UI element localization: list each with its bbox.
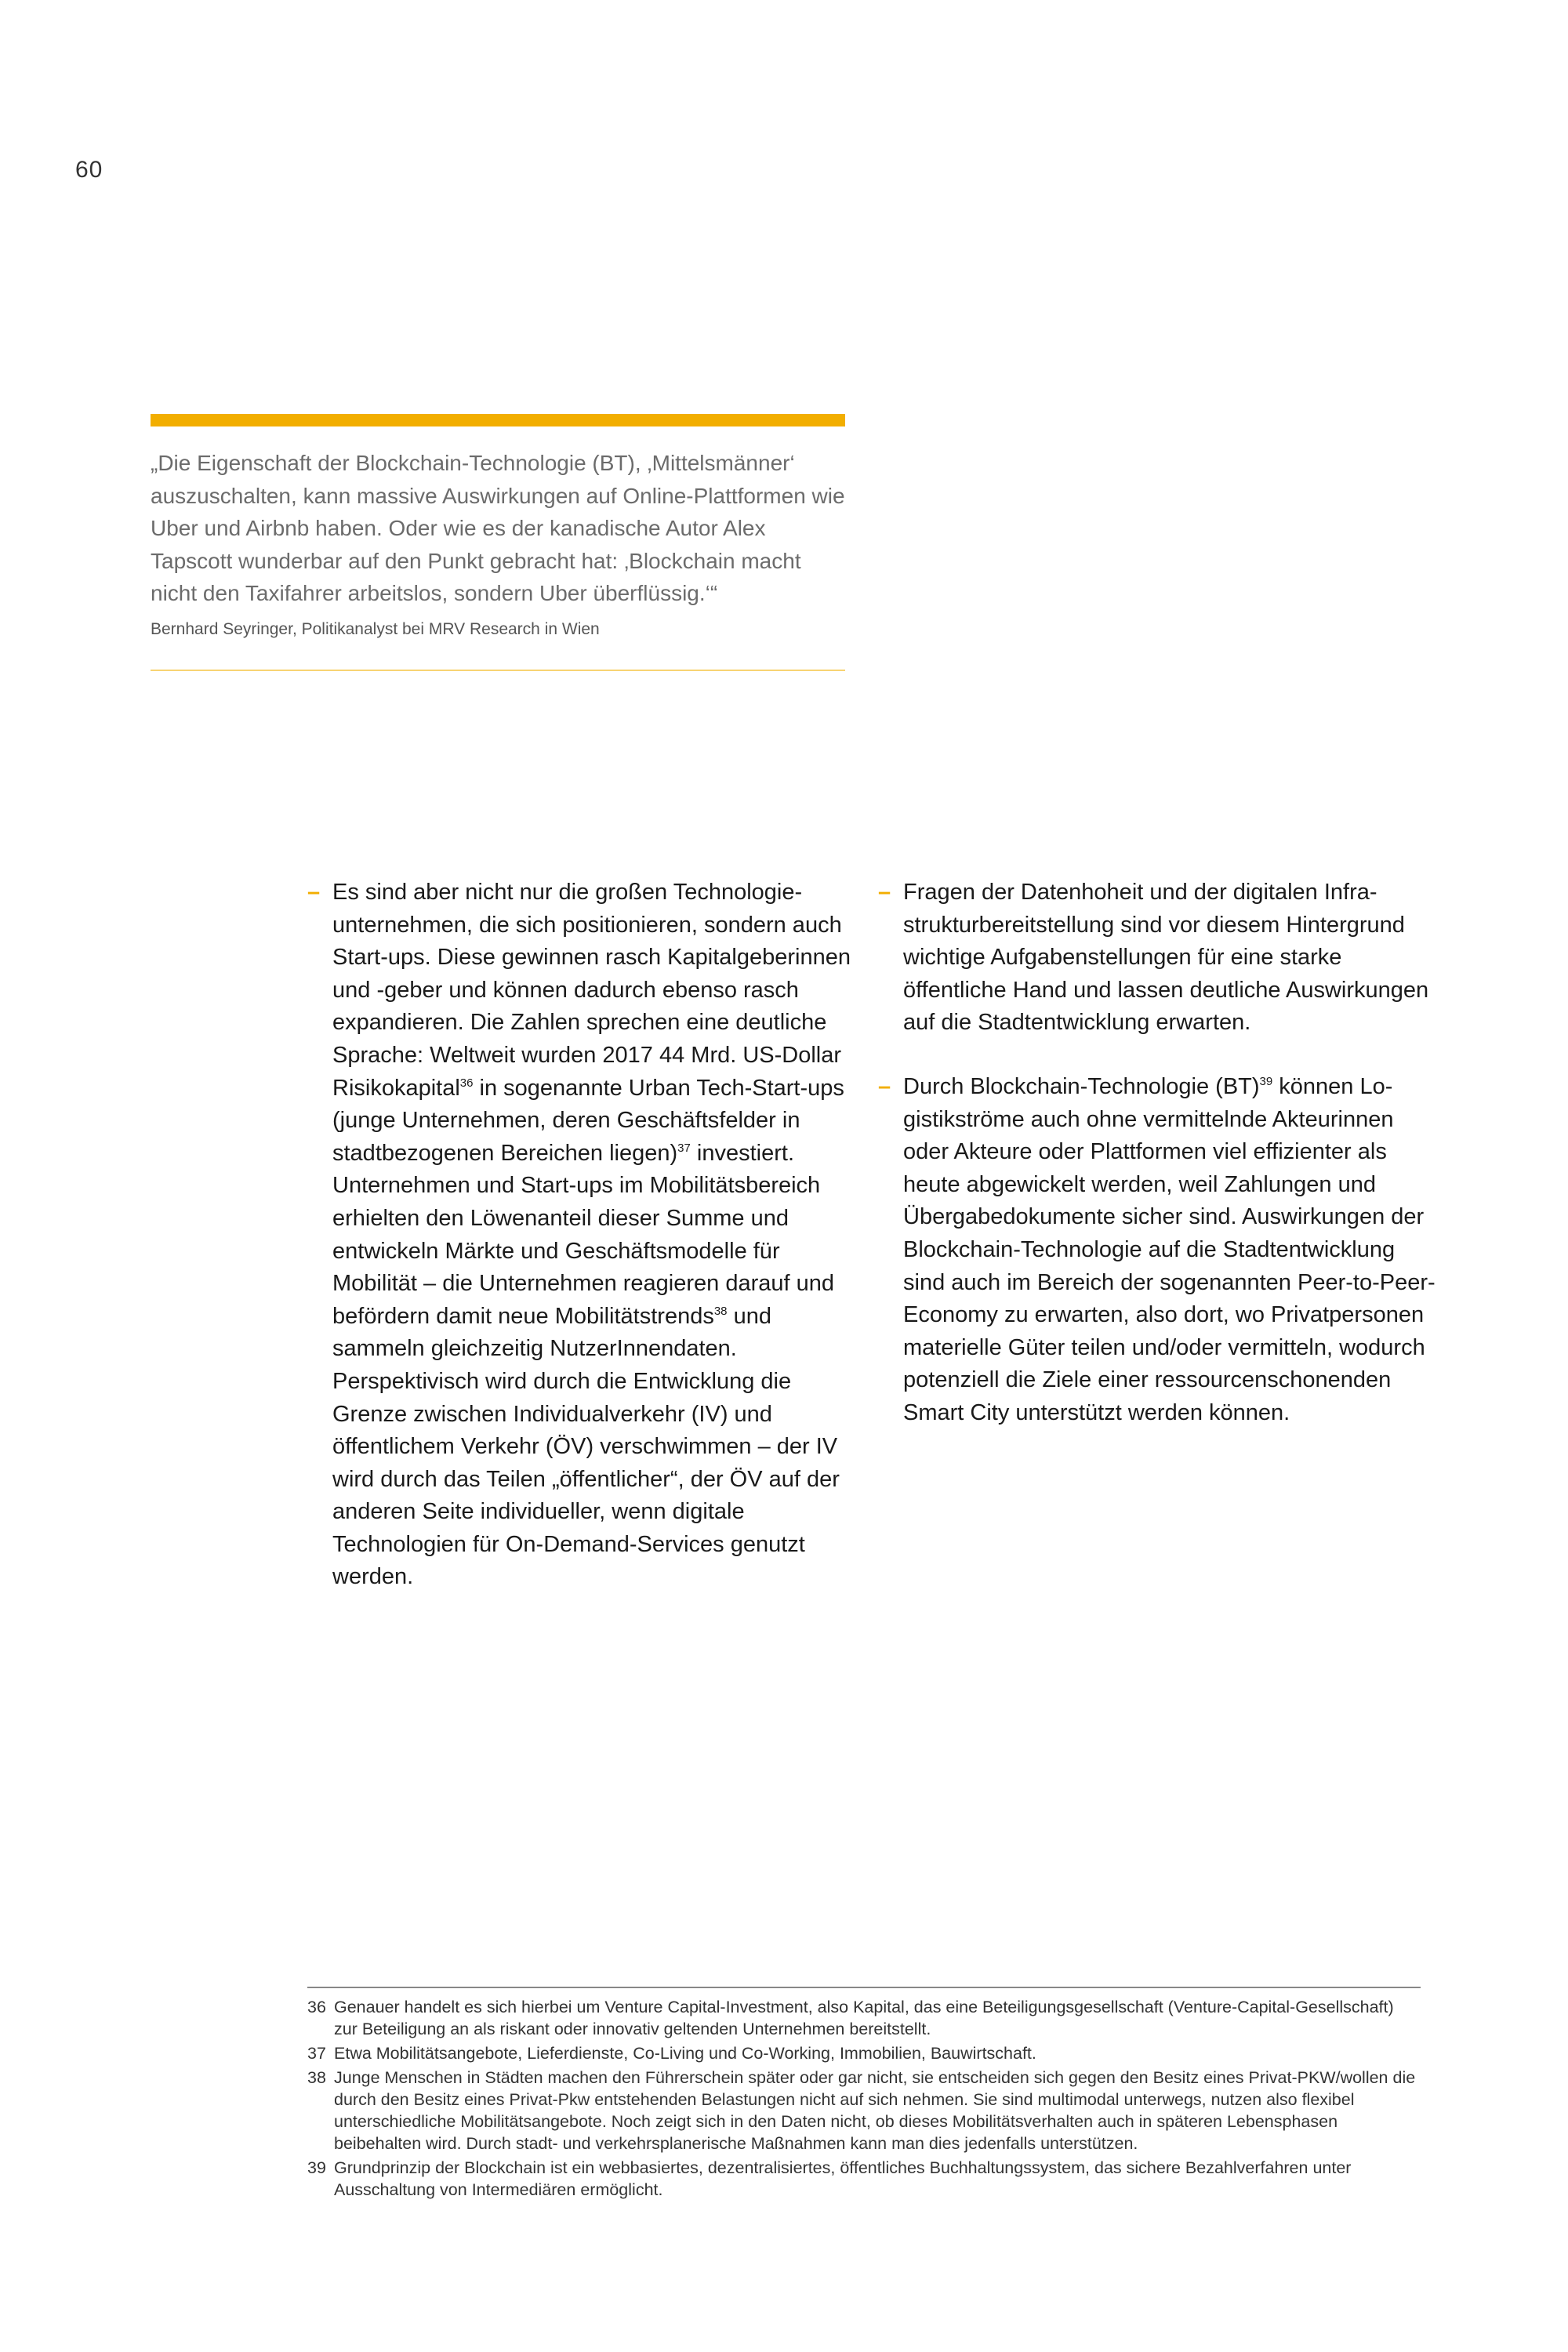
bullet-dash: – [878,880,891,905]
footnote-number: 38 [307,2067,326,2087]
footnote-38 [307,2067,1421,2154]
bullet-item [878,877,1443,1040]
footnote-39 [307,2157,1421,2201]
body-column-left [307,877,856,1625]
paragraph [332,877,856,1594]
footnote-number: 36 [307,1997,326,2016]
quote-accent-bar [151,414,845,426]
text-run: investiert. Unternehmen und Start-ups im Mobilitätsbereich erhielten den Löwenanteil dieser Summe und entwickeln Märkte und Geschäftsmodelle für Mobilität – die Unternehmen reagieren darauf und befördern damit neue Mobilitätstrends [332,1140,835,1329]
footnote-text: Genauer handelt es sich hierbei um Venture Capital-Investment, also Kapital, das eine Beteiligungsgesellschaft (Venture-Capital-Gesellschaft) zur Beteiligung an als riskant oder innovativ geltenden Unternehmen bereitstellt. [334,1997,1394,2038]
text-run: können Logistikströme auch ohne vermittelnde Akteurinnen oder Akteure oder Plattformen viel effizienter als heute abgewickelt werden, weil Zahlungen und Übergabedokumente sicher sind. Auswirkungen der Blockchain-Technologie auf die Stadtentwicklung sind auch im Bereich der sogenannten Peer-to-Peer-Economy zu erwarten, also dort, wo Privatpersonen materielle Güter teilen und/oder vermitteln, wodurch potenziell die Ziele einer ressourcenschonenden Smart City unterstützt werden können. [903,1073,1436,1425]
quote-attribution: Bernhard Seyringer, Politikanalyst bei MRV Research in Wien [151,619,600,638]
paragraph: Fragen der Datenhoheit und der digitalen Infrastrukturbereitstellung sind vor diesem Hintergrund wichtige Aufgabenstellungen für eine starke öffentliche Hand und lassen deutliche Auswirkungen auf die Stadtentwicklung erwarten. [903,880,1429,1036]
footnote-37 [307,2042,1421,2064]
footnote-number: 37 [307,2043,326,2063]
footnote-ref-39[interactable]: 39 [1259,1074,1273,1088]
bullet-item [307,877,856,1594]
footnote-text: Junge Menschen in Städten machen den Führerschein später oder gar nicht, sie entscheiden sich gegen den Besitz eines Privat-PKW/wollen die durch den Besitz eines Privat-Pkw entstehenden Belastungen nicht auf sich nehmen. Sie sind multimodal unterwegs, nutzen also flexibel unterschiedliche Mobilitätsangebote. Noch zeigt sich in den Daten nicht, ob dieses Mobilitätsverhalten auch in späteren Lebensphasen beibehalten wird. Durch stadt- und verkehrsplanerische Maßnahmen kann man dies jedenfalls unterstützen. [334,2067,1416,2153]
pull-quote [151,414,845,671]
footnote-36 [307,1996,1421,2040]
footnote-text: Etwa Mobilitätsangebote, Lieferdienste, Co-Living und Co-Working, Immobilien, Bauwirtschaft. [334,2043,1036,2063]
text-run: Durch Blockchain-Technologie (BT) [903,1073,1260,1099]
text-run: und sammeln gleichzeitig NutzerInnendaten. Perspektivisch wird durch die Entwicklung die Grenze zwischen Individualverkehr (IV) und öffentlichem Verkehr (ÖV) verschwimmen – der IV wird durch das Teilen „öffentlicher“, der ÖV auf der anderen Seite individueller, wenn digitale Technologien für On-Demand-Services genutzt werden. [332,1303,840,1590]
body-column-right [878,877,1443,1461]
footnote-text: Grundprinzip der Blockchain ist ein webbasiertes, dezentralisiertes, öffentliches Buchhaltungssystem, das sichere Bezahlverfahren unter Ausschaltung von Intermediären ermöglicht. [334,2158,1352,2199]
footnote-number: 39 [307,2158,326,2177]
bullet-dash: – [878,1073,891,1099]
footnote-divider [307,1987,1421,1988]
text-run: Es sind aber nicht nur die großen Technologieunternehmen, die sich positionieren, sondern auch Start-ups. Diese gewinnen rasch Kapitalgeberinnen und -geber und können dadurch ebenso rasch expandieren. Die Zahlen sprechen eine deutliche Sprache: Weltweit wurden 2017 44 Mrd. US-Dollar Risikokapital [332,880,851,1101]
paragraph [903,1071,1443,1430]
footnotes [307,1987,1421,2203]
bullet-dash: – [307,880,321,905]
quote-divider [151,670,845,671]
page-number: 60 [75,157,103,183]
footnote-ref-37[interactable]: 37 [677,1141,691,1155]
footnote-ref-38[interactable]: 38 [713,1304,728,1318]
bullet-item [878,1071,1443,1430]
footnote-ref-36[interactable]: 36 [459,1076,474,1090]
quote-text: „Die Eigenschaft der Blockchain-Technologie (BT), ‚Mittelsmänner‘ auszuschalten, kann massive Auswirkungen auf Online-Plattformen wie Uber und Airbnb haben. Oder wie es der kanadische Autor Alex Tapscott wunderbar auf den Punkt gebracht hat: ‚Blockchain macht nicht den Taxifahrer arbeitslos, sondern Uber überflüssig.‘“ [151,451,845,605]
text-run: in sogenannte Urban Tech-Start-ups (junge Unternehmen, deren Geschäftsfelder in stadtbezogenen Bereichen liegen) [332,1075,844,1166]
